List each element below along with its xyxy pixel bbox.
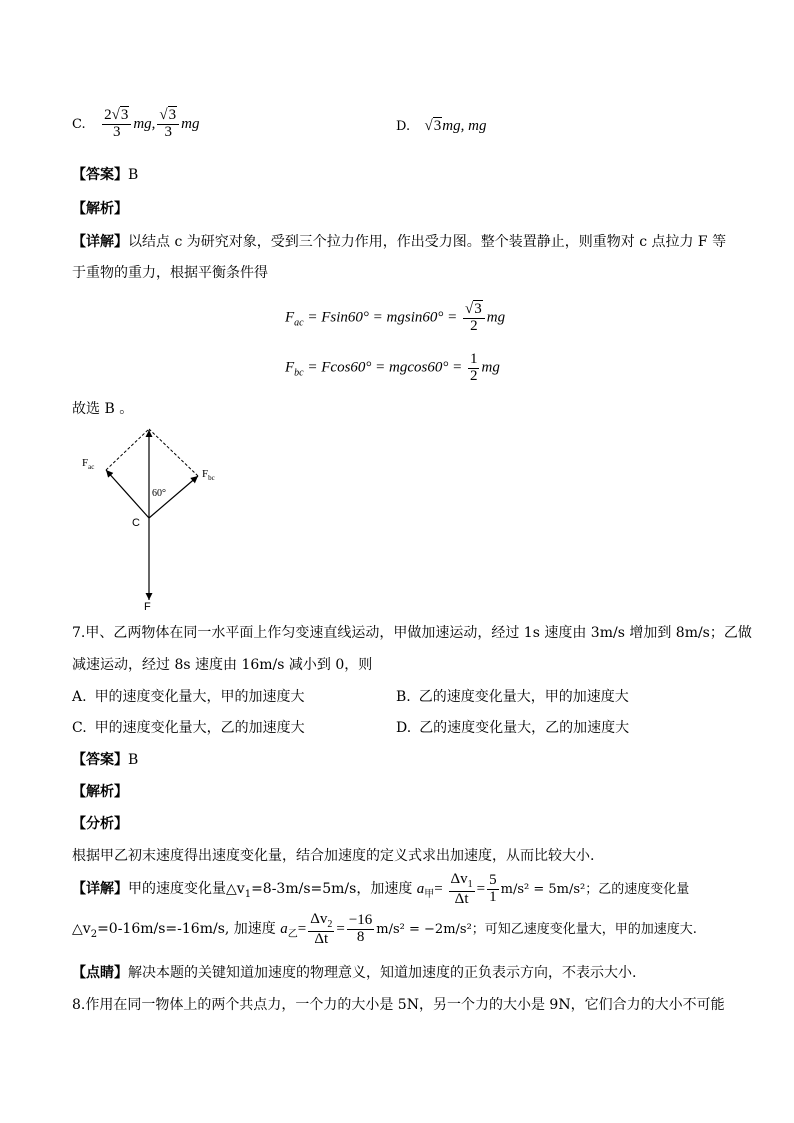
q6-analysis-tag: 【解析】 [72,201,128,217]
fraction-dv2-over-dt: $\frac{\Delta v_2}{\Delta t}$ [310,911,333,947]
q7-detail-line1: 【详解】甲的速度变化量$\triangle v_1=8-3m/s=5m/s$，加速度 $a_甲=$ $\frac{\Delta v_1}{\Delta t}$ = $\frac{5}{1}$ m/s² = 5m/s²；乙的速度变化量 [72,871,690,907]
fraction-dv1-over-dt: $\frac{\Delta v_1}{\Delta t}$ [450,871,473,907]
q6-detail-line2: 于重物的重力，根据平衡条件得 [72,265,268,281]
q6-answer: 【答案】B [72,167,139,183]
label-angle: 60° [152,488,166,499]
fraction-1-over-2: $\frac{1}{2}$ [469,351,478,384]
label-fbc: $F_{bc}$ [202,468,215,482]
dashed-line-left [106,429,149,470]
q6-conclusion: 故选 B 。 [72,401,134,417]
option-label: C. [72,116,86,132]
q7-option-a: A. 甲的速度变化量大，甲的加速度大 [72,689,305,705]
option-label: D. [396,119,411,134]
q7-option-c: C. 甲的速度变化量大，乙的加速度大 [72,720,305,736]
q7-stem-line2: 减速运动，经过 8s 速度由 16m/s 减小到 0，则 [72,657,373,673]
fraction-5-over-1: $\frac{5}{1}$ [489,872,497,906]
equation-fbc: $F_{bc} = Fcos60^\circ = mgcos60^\circ$ = $\frac{1}{2}$ mg [285,351,500,384]
label-f: F [144,601,151,612]
fraction-2sqrt3-over-3: $\frac{2√3}{3}$ [102,108,131,141]
q7-stem-line1: 7.甲、乙两物体在同一水平面上作匀变速直线运动，甲做加速运动，经过 1s 速度由 3m/s 增加到 8m/s；乙做 [72,625,752,641]
q7-option-d: D. 乙的速度变化量大，乙的加速度大 [396,720,630,736]
force-diagram [72,420,232,612]
q6-detail-line1: 【详解】以结点 c 为研究对象，受到三个拉力作用，作出受力图。整个装置静止，则重物对 c 点拉力 F 等 [72,234,727,250]
q8-stem-line1: 8.作用在同一物体上的两个共点力，一个力的大小是 5N，另一个力的大小是 9N，它们合力的大小不可能 [72,997,725,1013]
fac-force-arrow [106,470,149,518]
q7-answer: 【答案】B [72,752,139,768]
fraction-minus16-over-8: $\frac{-16}{8}$ [348,912,373,946]
equation-fac: $F_{ac} = Fsin60^\circ = mgsin60^\circ$ = $\frac{√3}{2}$ mg [285,301,506,334]
label-fac: $F_{ac}$ [82,457,95,471]
fraction-sqrt3-over-2: $\frac{√3}{2}$ [463,302,485,335]
fraction-sqrt3-over-3: $\frac{√3}{3}$ [157,108,179,141]
q7-analysis-tag: 【解析】 [72,784,128,800]
q7-fenxi-tag: 【分析】 [72,816,128,832]
dashed-line-right [149,429,198,476]
q6-option-c: C. $\frac{2√3}{3}$ mg, $\frac{√3}{3}$ mg [72,107,200,140]
q7-dianjing: 【点睛】解决本题的关键知道加速度的物理意义，知道加速度的正负表示方向，不表示大小. [72,965,637,981]
q7-option-b: B. 乙的速度变化量大，甲的加速度大 [396,689,629,705]
q7-detail-line2: $\triangle v_2=0-16m/s=-16m/s$, 加速度 $a_乙=$ $\frac{\Delta v_2}{\Delta t}$ = $\frac{-16}{8}$ m/s² = −2m/s²；可知乙速度变化量大，甲的加速度大. [72,911,697,947]
q7-fenxi-text: 根据甲乙初末速度得出速度变化量，结合加速度的定义式求出加速度，从而比较大小. [72,848,595,864]
label-c: C [132,517,140,529]
q6-option-d: D. √3mg, mg [396,118,487,134]
